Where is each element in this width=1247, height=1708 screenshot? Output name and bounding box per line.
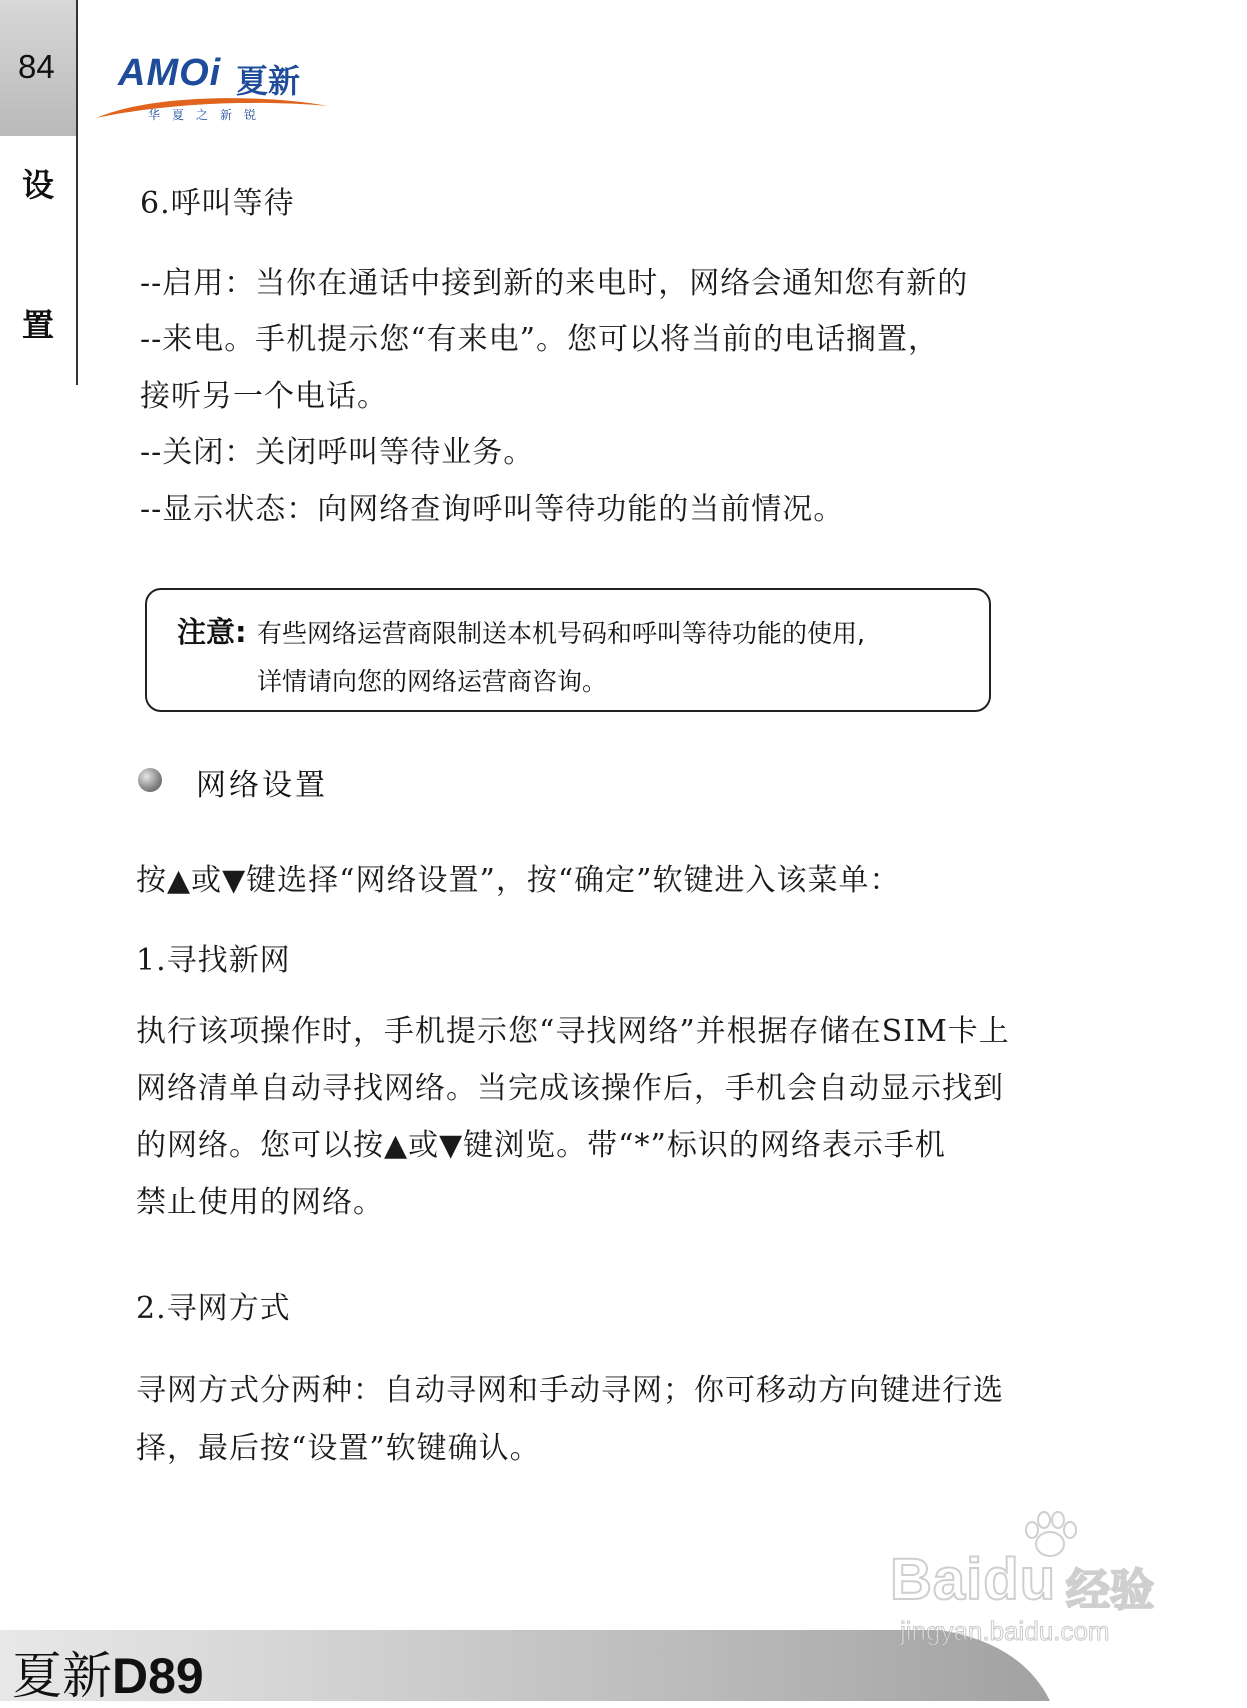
logo-brand: AMOi bbox=[118, 52, 222, 94]
side-rule bbox=[76, 0, 78, 385]
paragraph-line: 寻网方式分两种：自动寻网和手动寻网；你可移动方向键进行选 bbox=[136, 1373, 1004, 1408]
section-heading-call-waiting: 6.呼叫等待 bbox=[140, 186, 295, 221]
note-label: 注意: bbox=[177, 615, 247, 649]
paragraph-line: 网络清单自动寻找网络。当完成该操作后，手机会自动显示找到 bbox=[136, 1071, 1004, 1106]
note-line-2: 详情请向您的网络运营商咨询。 bbox=[257, 667, 608, 696]
paragraph-line: 执行该项操作时，手机提示您“寻找网络”并根据存储在SIM卡上 bbox=[136, 1014, 1010, 1049]
logo-slogan: 华夏之新锐 bbox=[148, 108, 269, 122]
footer-brand-cn: 夏新 bbox=[12, 1647, 112, 1705]
paragraph-line: 的网络。您可以按▲或▼键浏览。带“*”标识的网络表示手机 bbox=[136, 1128, 946, 1163]
page-number: 84 bbox=[18, 48, 55, 85]
paragraph-line: --关闭：关闭呼叫等待业务。 bbox=[140, 435, 535, 470]
footer-product-name bbox=[12, 1636, 204, 1708]
paragraph-line: --显示状态：向网络查询呼叫等待功能的当前情况。 bbox=[140, 492, 845, 527]
section-bullet-icon bbox=[138, 768, 162, 792]
paragraph-line: 按▲或▼键选择“网络设置”，按“确定”软键进入该菜单： bbox=[136, 863, 901, 898]
paragraph-line: 接听另一个电话。 bbox=[140, 379, 388, 414]
note-line-1: 有些网络运营商限制送本机号码和呼叫等待功能的使用, bbox=[257, 619, 865, 648]
baidu-jingyan-watermark bbox=[880, 1510, 1180, 1650]
amoi-logo bbox=[92, 52, 332, 132]
watermark-logo-text bbox=[890, 1546, 1056, 1613]
watermark-du: du bbox=[983, 1547, 1057, 1612]
page-number-tab bbox=[0, 0, 76, 136]
section-title-network-settings: 网络设置 bbox=[196, 768, 328, 803]
watermark-cn: 经验 bbox=[1066, 1565, 1154, 1616]
watermark-url: jingyan.baidu.com bbox=[900, 1616, 1110, 1646]
section-heading-find-network: 1.寻找新网 bbox=[136, 943, 291, 978]
paragraph-line: --来电。手机提示您“有来电”。您可以将当前的电话搁置， bbox=[140, 322, 939, 357]
paragraph-line: --启用：当你在通话中接到新的来电时，网络会通知您有新的 bbox=[140, 266, 969, 301]
section-heading-search-mode: 2.寻网方式 bbox=[136, 1291, 291, 1326]
side-label-char-2: 置 bbox=[22, 306, 55, 344]
logo-brand-cn: 夏新 bbox=[236, 62, 301, 100]
watermark-bai: Bai bbox=[890, 1547, 984, 1612]
paragraph-line: 择，最后按“设置”软键确认。 bbox=[136, 1431, 541, 1466]
note-box bbox=[145, 588, 991, 712]
paragraph-line: 禁止使用的网络。 bbox=[136, 1185, 384, 1220]
side-label-char-1: 设 bbox=[22, 166, 55, 204]
footer-model: D89 bbox=[112, 1648, 204, 1704]
